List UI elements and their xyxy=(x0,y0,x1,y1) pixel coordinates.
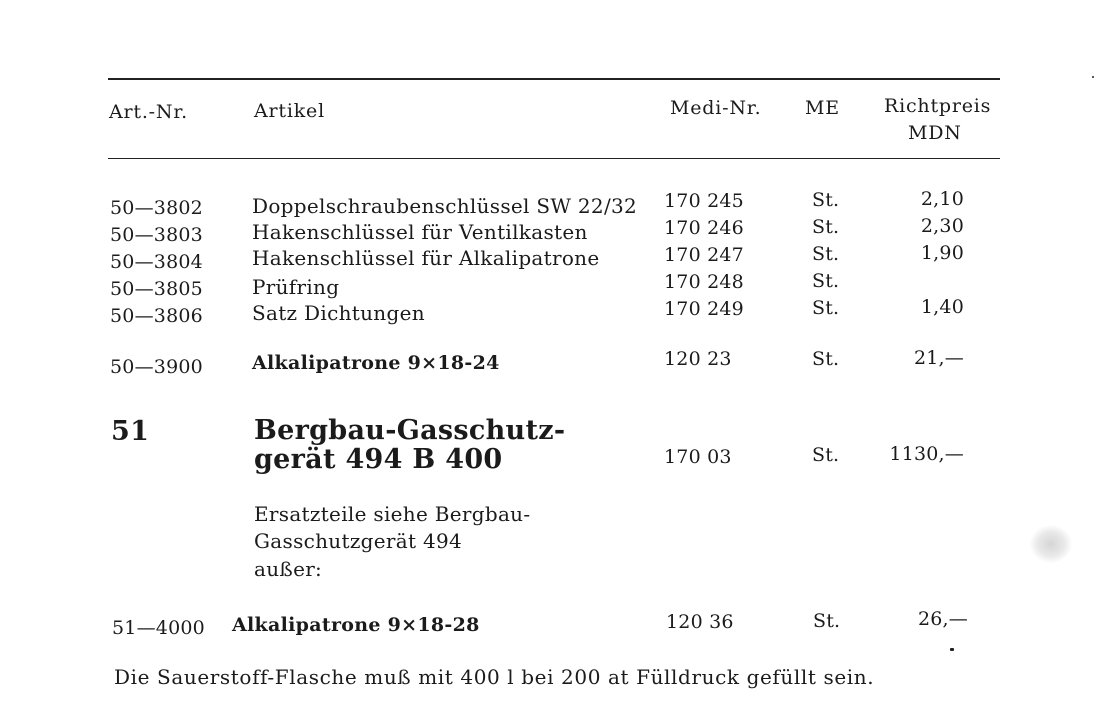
art-nr-cell: 50—3900 xyxy=(110,356,203,378)
medi-nr-cell: 170 03 xyxy=(664,446,732,468)
scan-dot xyxy=(950,648,954,651)
header-bottom-rule xyxy=(108,158,1000,159)
header-art-nr: Art.-Nr. xyxy=(109,101,188,123)
artikel-cell: Hakenschlüssel für Ventilkasten xyxy=(252,220,588,244)
top-rule xyxy=(108,78,1000,80)
art-nr-cell: 50—3802 xyxy=(110,197,203,219)
note-line3: außer: xyxy=(254,557,323,581)
art-nr-cell: 51—4000 xyxy=(112,617,205,639)
price-cell: 1130,— xyxy=(889,443,964,465)
me-cell: St. xyxy=(812,216,840,238)
artikel-cell: Satz Dichtungen xyxy=(252,301,425,325)
artikel-cell: Alkalipatrone 9×18-24 xyxy=(252,352,500,374)
medi-nr-cell: 170 246 xyxy=(664,217,744,239)
art-nr-cell: 50—3804 xyxy=(110,251,203,273)
price-cell: 2,10 xyxy=(920,188,964,210)
note-line1: Ersatzteile siehe Bergbau- xyxy=(254,502,531,526)
header-artikel: Artikel xyxy=(254,100,325,122)
price-cell: 26,— xyxy=(917,608,968,630)
art-nr-cell: 50—3803 xyxy=(110,224,203,246)
me-cell: St. xyxy=(812,270,840,292)
me-cell: St. xyxy=(812,348,840,370)
medi-nr-cell: 120 23 xyxy=(664,348,732,370)
header-me: ME xyxy=(805,97,840,119)
item-number: 51 xyxy=(111,416,150,447)
price-cell: 2,30 xyxy=(920,215,964,237)
header-currency: MDN xyxy=(908,122,962,144)
item-title-line1: Bergbau-Gasschutz- xyxy=(254,415,566,446)
note-line2: Gasschutzgerät 494 xyxy=(254,529,463,553)
art-nr-cell: 50—3806 xyxy=(110,305,203,327)
medi-nr-cell: 120 36 xyxy=(666,611,734,633)
price-cell: 1,40 xyxy=(920,296,964,318)
footer-note: Die Sauerstoff-Flasche muß mit 400 l bei 200 at Fülldruck gefüllt sein. xyxy=(114,665,875,689)
art-nr-cell: 50—3805 xyxy=(110,278,203,300)
medi-nr-cell: 170 247 xyxy=(664,244,744,266)
header-medi-nr: Medi-Nr. xyxy=(670,97,762,119)
artikel-cell: Doppelschraubenschlüssel SW 22/32 xyxy=(252,194,638,218)
scan-smudge xyxy=(1030,525,1072,563)
medi-nr-cell: 170 245 xyxy=(664,190,744,212)
artikel-cell: Hakenschlüssel für Alkalipatrone xyxy=(252,246,600,270)
artikel-cell: Prüfring xyxy=(252,275,340,299)
me-cell: St. xyxy=(813,610,841,632)
medi-nr-cell: 170 248 xyxy=(664,271,744,293)
me-cell: St. xyxy=(812,444,840,466)
price-cell: 21,— xyxy=(913,347,964,369)
scan-dot xyxy=(1092,76,1094,78)
header-richtpreis: Richtpreis xyxy=(884,95,992,117)
price-cell: 1,90 xyxy=(920,242,964,264)
medi-nr-cell: 170 249 xyxy=(664,298,744,320)
me-cell: St. xyxy=(812,243,840,265)
me-cell: St. xyxy=(812,297,840,319)
item-title-line2: gerät 494 B 400 xyxy=(254,444,503,475)
me-cell: St. xyxy=(812,189,840,211)
artikel-cell: Alkalipatrone 9×18-28 xyxy=(232,614,480,636)
